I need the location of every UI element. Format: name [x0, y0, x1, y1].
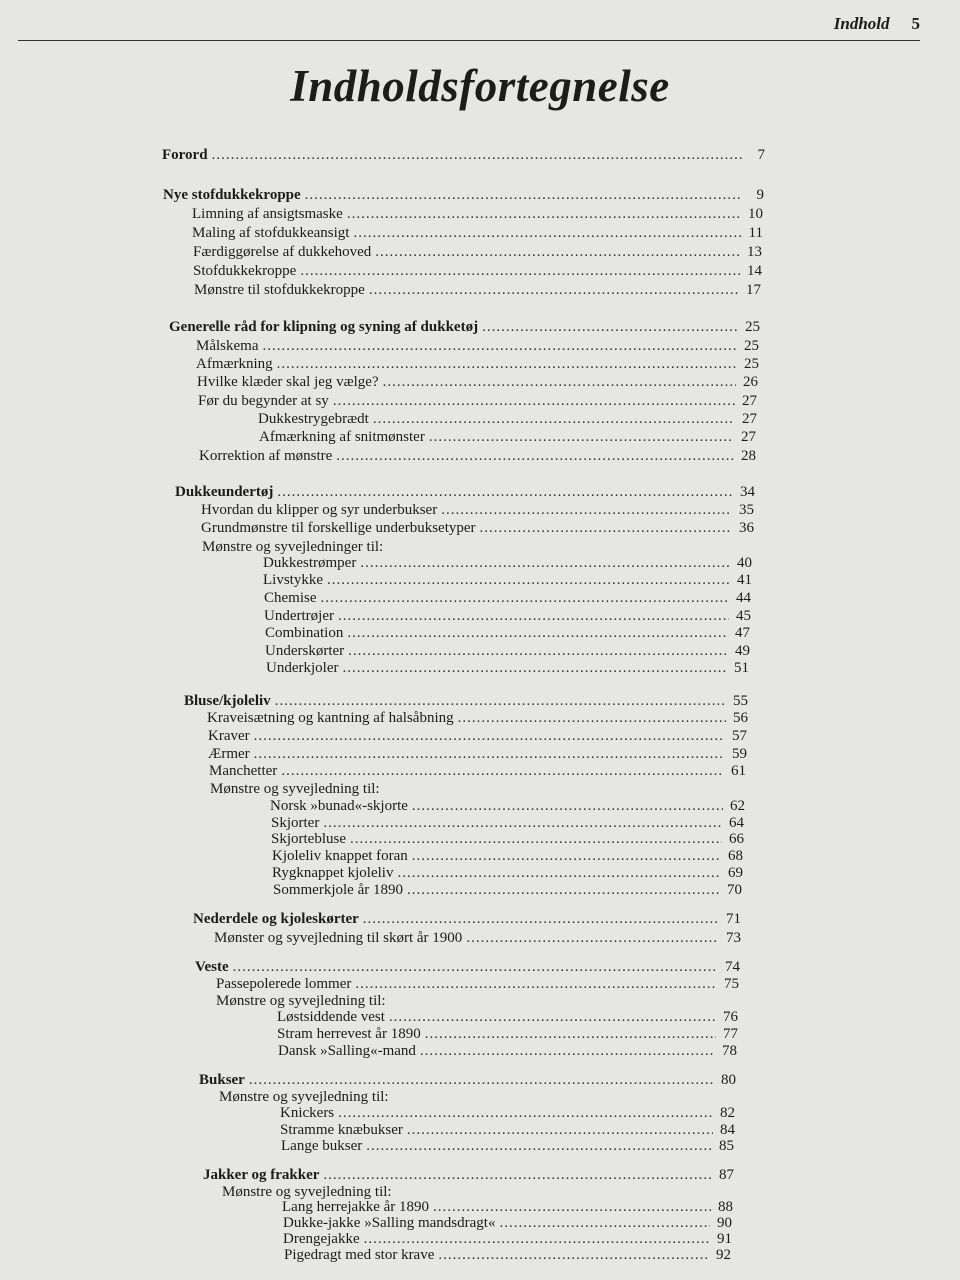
toc-entry — [272, 864, 743, 882]
dot-leader — [254, 745, 725, 763]
toc-entry-title: Underkjoler — [266, 660, 339, 676]
dot-leader — [441, 501, 732, 519]
dot-leader — [369, 281, 739, 299]
toc-entry-title: Stram herrevest år 1890 — [277, 1026, 421, 1042]
toc-entry — [265, 642, 750, 660]
toc-entry — [266, 659, 749, 677]
dot-leader — [360, 554, 730, 572]
toc-entry — [192, 205, 763, 223]
toc-entry-page-number: 45 — [736, 608, 751, 624]
toc-entry-title: Mønstre og syvejledninger til: — [202, 539, 384, 555]
toc-entry-title: Afmærkning — [196, 356, 273, 372]
dot-leader — [281, 762, 724, 780]
toc-entry-title: Veste — [195, 959, 229, 975]
dot-leader — [262, 337, 737, 355]
toc-entry — [197, 373, 758, 391]
dot-leader — [438, 1246, 709, 1264]
toc-entry-page-number: 27 — [742, 411, 757, 427]
toc-entry-title: Kjoleliv knappet foran — [272, 848, 408, 864]
dot-leader — [336, 447, 734, 465]
toc-entry-page-number: 80 — [721, 1072, 736, 1088]
running-head-page-number: 5 — [911, 14, 920, 33]
toc-entry-page-number: 71 — [726, 911, 741, 927]
toc-entry-page-number: 69 — [728, 865, 743, 881]
toc-entry-title: Knickers — [280, 1105, 335, 1121]
dot-leader — [480, 519, 732, 537]
dot-leader — [375, 243, 740, 261]
toc-entry-page-number: 82 — [720, 1105, 735, 1121]
toc-entry-page-number: 27 — [742, 393, 757, 409]
dot-leader — [363, 910, 719, 928]
toc-entry-page-number: 64 — [729, 815, 744, 831]
toc-entry — [210, 780, 745, 798]
toc-entry-page-number: 47 — [735, 625, 750, 641]
toc-entry — [273, 881, 742, 899]
dot-leader — [275, 692, 726, 710]
toc-entry-title: Dukkestrømper — [263, 555, 357, 571]
toc-entry — [258, 410, 757, 428]
toc-entry — [263, 571, 752, 589]
toc-entry-page-number: 36 — [739, 520, 754, 536]
toc-entry-title: Sommerkjole år 1890 — [273, 882, 403, 898]
toc-entry-title: Livstykke — [263, 572, 323, 588]
toc-entry-page-number: 28 — [741, 448, 756, 464]
toc-entry-title: Før du begynder at sy — [198, 393, 329, 409]
toc-entry-page-number: 85 — [719, 1138, 734, 1154]
toc-entry-title: Mønstre og syvejledning til: — [222, 1184, 392, 1200]
toc-entry-page-number: 35 — [739, 502, 754, 518]
toc-entry-title: Skjortebluse — [271, 831, 346, 847]
toc-entry — [265, 624, 750, 642]
toc-entry-page-number: 17 — [746, 282, 761, 298]
toc-entry — [263, 554, 752, 572]
toc-entry-page-number: 70 — [727, 882, 742, 898]
dot-leader — [389, 1008, 716, 1026]
toc-entry — [208, 727, 747, 745]
dot-leader — [355, 975, 717, 993]
toc-entry-page-number: 11 — [748, 225, 763, 241]
toc-entry-page-number: 44 — [736, 590, 751, 606]
toc-entry-title: Lang herrejakke år 1890 — [282, 1199, 430, 1215]
toc-entry-page-number: 76 — [723, 1009, 738, 1025]
dot-leader — [353, 224, 741, 242]
toc-entry — [198, 392, 757, 410]
toc-entry-title: Maling af stofdukkeansigt — [192, 225, 350, 241]
dot-leader — [342, 659, 727, 677]
toc-entry — [162, 146, 765, 164]
toc-entry-page-number: 78 — [722, 1043, 737, 1059]
dot-leader — [254, 727, 725, 745]
toc-entry — [201, 501, 754, 519]
dot-leader — [321, 589, 730, 607]
toc-entry-title: Kraver — [208, 728, 250, 744]
toc-entry-title: Combination — [265, 625, 344, 641]
toc-entry-title: Chemise — [264, 590, 317, 606]
toc-entry-title: Grundmønstre til forskellige underbuksetyper — [201, 520, 476, 536]
dot-leader — [373, 410, 735, 428]
dot-leader — [407, 881, 720, 899]
dot-leader — [420, 1042, 715, 1060]
toc-entry — [199, 447, 756, 465]
toc-entry-page-number: 84 — [720, 1122, 735, 1138]
toc-entry-title: Mønstre til stofdukkekroppe — [194, 282, 365, 298]
dot-leader — [305, 186, 742, 204]
toc-entry-title: Skjorter — [271, 815, 320, 831]
toc-entry-title: Hvordan du klipper og syr underbukser — [201, 502, 438, 518]
toc-entry-page-number: 41 — [737, 572, 752, 588]
toc-entry-title: Limning af ansigtsmaske — [192, 206, 343, 222]
toc-entry-title: Afmærkning af snitmønster — [259, 429, 425, 445]
dot-leader — [348, 642, 728, 660]
toc-entry-page-number: 27 — [741, 429, 756, 445]
toc-entry-page-number: 10 — [748, 206, 763, 222]
dot-leader — [347, 205, 741, 223]
dot-leader — [347, 624, 728, 642]
toc-entry-page-number: 26 — [743, 374, 758, 390]
dot-leader — [333, 392, 735, 410]
toc-entry-title: Mønstre og syvejledning til: — [210, 781, 380, 797]
toc-entry-page-number: 73 — [726, 930, 741, 946]
toc-entry-page-number: 62 — [730, 798, 745, 814]
toc-entry — [280, 1104, 735, 1122]
toc-entry-page-number: 13 — [747, 244, 762, 260]
dot-leader — [366, 1137, 712, 1155]
toc-entry-title: Ærmer — [208, 746, 250, 762]
toc-entry-page-number: 88 — [718, 1199, 733, 1215]
dot-leader — [350, 830, 722, 848]
toc-entry — [194, 281, 761, 299]
toc-entry — [264, 589, 751, 607]
toc-entry-page-number: 59 — [732, 746, 747, 762]
toc-entry-title: Stramme knæbukser — [280, 1122, 403, 1138]
toc-entry — [193, 243, 762, 261]
toc-entry-page-number: 57 — [732, 728, 747, 744]
toc-entry-page-number: 90 — [717, 1215, 732, 1231]
toc-entry-page-number: 40 — [737, 555, 752, 571]
dot-leader — [300, 262, 740, 280]
toc-entry-title: Rygknappet kjoleliv — [272, 865, 394, 881]
running-head-section: Indhold — [833, 14, 890, 33]
toc-entry — [278, 1042, 737, 1060]
toc-entry-title: Bluse/kjoleliv — [184, 693, 271, 709]
toc-entry-page-number: 75 — [724, 976, 739, 992]
dot-leader — [233, 958, 718, 976]
toc-entry-page-number: 68 — [728, 848, 743, 864]
toc-entry — [264, 607, 751, 625]
toc-entry-title: Nederdele og kjoleskørter — [193, 911, 359, 927]
toc-entry-title: Dansk »Salling«-mand — [278, 1043, 416, 1059]
toc-entry — [203, 1166, 734, 1184]
toc-entry-title: Mønstre og syvejledning til: — [219, 1089, 389, 1105]
dot-leader — [412, 847, 721, 865]
toc-entry-page-number: 34 — [740, 484, 755, 500]
toc-entry — [195, 958, 740, 976]
toc-entry — [208, 745, 747, 763]
toc-entry — [284, 1246, 731, 1264]
toc-entry-title: Drengejakke — [283, 1231, 360, 1247]
dot-leader — [425, 1025, 716, 1043]
toc-entry-page-number: 61 — [731, 763, 746, 779]
toc-entry-title: Korrektion af mønstre — [199, 448, 333, 464]
toc-entry-title: Lange bukser — [281, 1138, 363, 1154]
toc-entry-page-number: 14 — [747, 263, 762, 279]
toc-entry — [277, 1008, 738, 1026]
toc-entry-page-number: 66 — [729, 831, 744, 847]
toc-entry — [196, 337, 759, 355]
dot-leader — [277, 483, 733, 501]
toc-entry-title: Mønster og syvejledning til skørt år 1900 — [214, 930, 463, 946]
toc-entry-page-number: 51 — [734, 660, 749, 676]
dot-leader — [383, 373, 736, 391]
toc-entry-title: Nye stofdukkekroppe — [163, 187, 301, 203]
toc-entry-page-number: 87 — [719, 1167, 734, 1183]
dot-leader — [338, 1104, 713, 1122]
toc-entry-title: Bukser — [199, 1072, 245, 1088]
toc-entry — [277, 1025, 738, 1043]
toc-entry-page-number: 55 — [733, 693, 748, 709]
toc-entry — [169, 318, 760, 336]
toc-entry — [163, 186, 764, 204]
toc-entry-title: Dukkeundertøj — [175, 484, 274, 500]
dot-leader — [249, 1071, 714, 1089]
toc-entry — [199, 1071, 736, 1089]
dot-leader — [412, 797, 723, 815]
toc-entry-page-number: 56 — [733, 710, 748, 726]
toc-entry-page-number: 91 — [717, 1231, 732, 1247]
toc-entry — [192, 224, 763, 242]
toc-entry-title: Stofdukkekroppe — [193, 263, 297, 279]
dot-leader — [429, 428, 734, 446]
dot-leader — [212, 146, 743, 164]
toc-entry — [201, 519, 754, 537]
toc-entry-page-number: 49 — [735, 643, 750, 659]
toc-entry-page-number: 25 — [745, 319, 760, 335]
toc-entry-title: Passepolerede lommer — [216, 976, 352, 992]
toc-entry — [175, 483, 755, 501]
toc-entry-title: Underskørter — [265, 643, 345, 659]
toc-entry-page-number: 74 — [725, 959, 740, 975]
dot-leader — [323, 1166, 712, 1184]
toc-entry — [216, 975, 739, 993]
toc-entry — [193, 262, 762, 280]
toc-entry-title: Mønstre og syvejledning til: — [216, 993, 386, 1009]
toc-entry — [207, 709, 748, 727]
toc-entry-page-number: 92 — [716, 1247, 731, 1263]
toc-entry-title: Hvilke klæder skal jeg vælge? — [197, 374, 379, 390]
page-title: Indholdsfortegnelse — [290, 61, 670, 111]
toc-entry-title: Manchetter — [209, 763, 278, 779]
toc-entry — [184, 692, 748, 710]
toc-entry — [270, 797, 745, 815]
toc-entry-page-number: 7 — [757, 147, 765, 163]
toc-entry-page-number: 77 — [723, 1026, 738, 1042]
toc-entry-title: Pigedragt med stor krave — [284, 1247, 435, 1263]
dot-leader — [458, 709, 726, 727]
toc-entry-title: Kraveisætning og kantning af halsåbning — [207, 710, 454, 726]
toc-entry — [209, 762, 746, 780]
toc-entry-page-number: 25 — [744, 338, 759, 354]
dot-leader — [466, 929, 719, 947]
toc-entry-title: Generelle råd for klipning og syning af dukketøj — [169, 319, 479, 335]
toc-entry-title: Færdiggørelse af dukkehoved — [193, 244, 372, 260]
dot-leader — [397, 864, 721, 882]
toc-entry-page-number: 25 — [744, 356, 759, 372]
dot-leader — [327, 571, 730, 589]
dot-leader — [277, 355, 737, 373]
dot-leader — [482, 318, 738, 336]
toc-entry-title: Løstsiddende vest — [277, 1009, 385, 1025]
toc-entry-title: Målskema — [196, 338, 259, 354]
toc-entry — [281, 1137, 734, 1155]
toc-entry-page-number: 9 — [756, 187, 764, 203]
toc-entry-title: Dukkestrygebrædt — [258, 411, 369, 427]
dot-leader — [338, 607, 729, 625]
toc-entry-title: Norsk »bunad«-skjorte — [270, 798, 408, 814]
toc-entry — [272, 847, 743, 865]
toc-entry-title: Dukke-jakke »Salling mandsdragt« — [283, 1215, 496, 1231]
toc-entry — [259, 428, 756, 446]
toc-entry-title: Undertrøjer — [264, 608, 334, 624]
toc-entry — [271, 830, 744, 848]
toc-entry-title: Forord — [162, 147, 208, 163]
toc-entry — [196, 355, 759, 373]
toc-entry-title: Jakker og frakker — [203, 1167, 320, 1183]
toc-entry — [193, 910, 741, 928]
toc-entry — [214, 929, 741, 947]
